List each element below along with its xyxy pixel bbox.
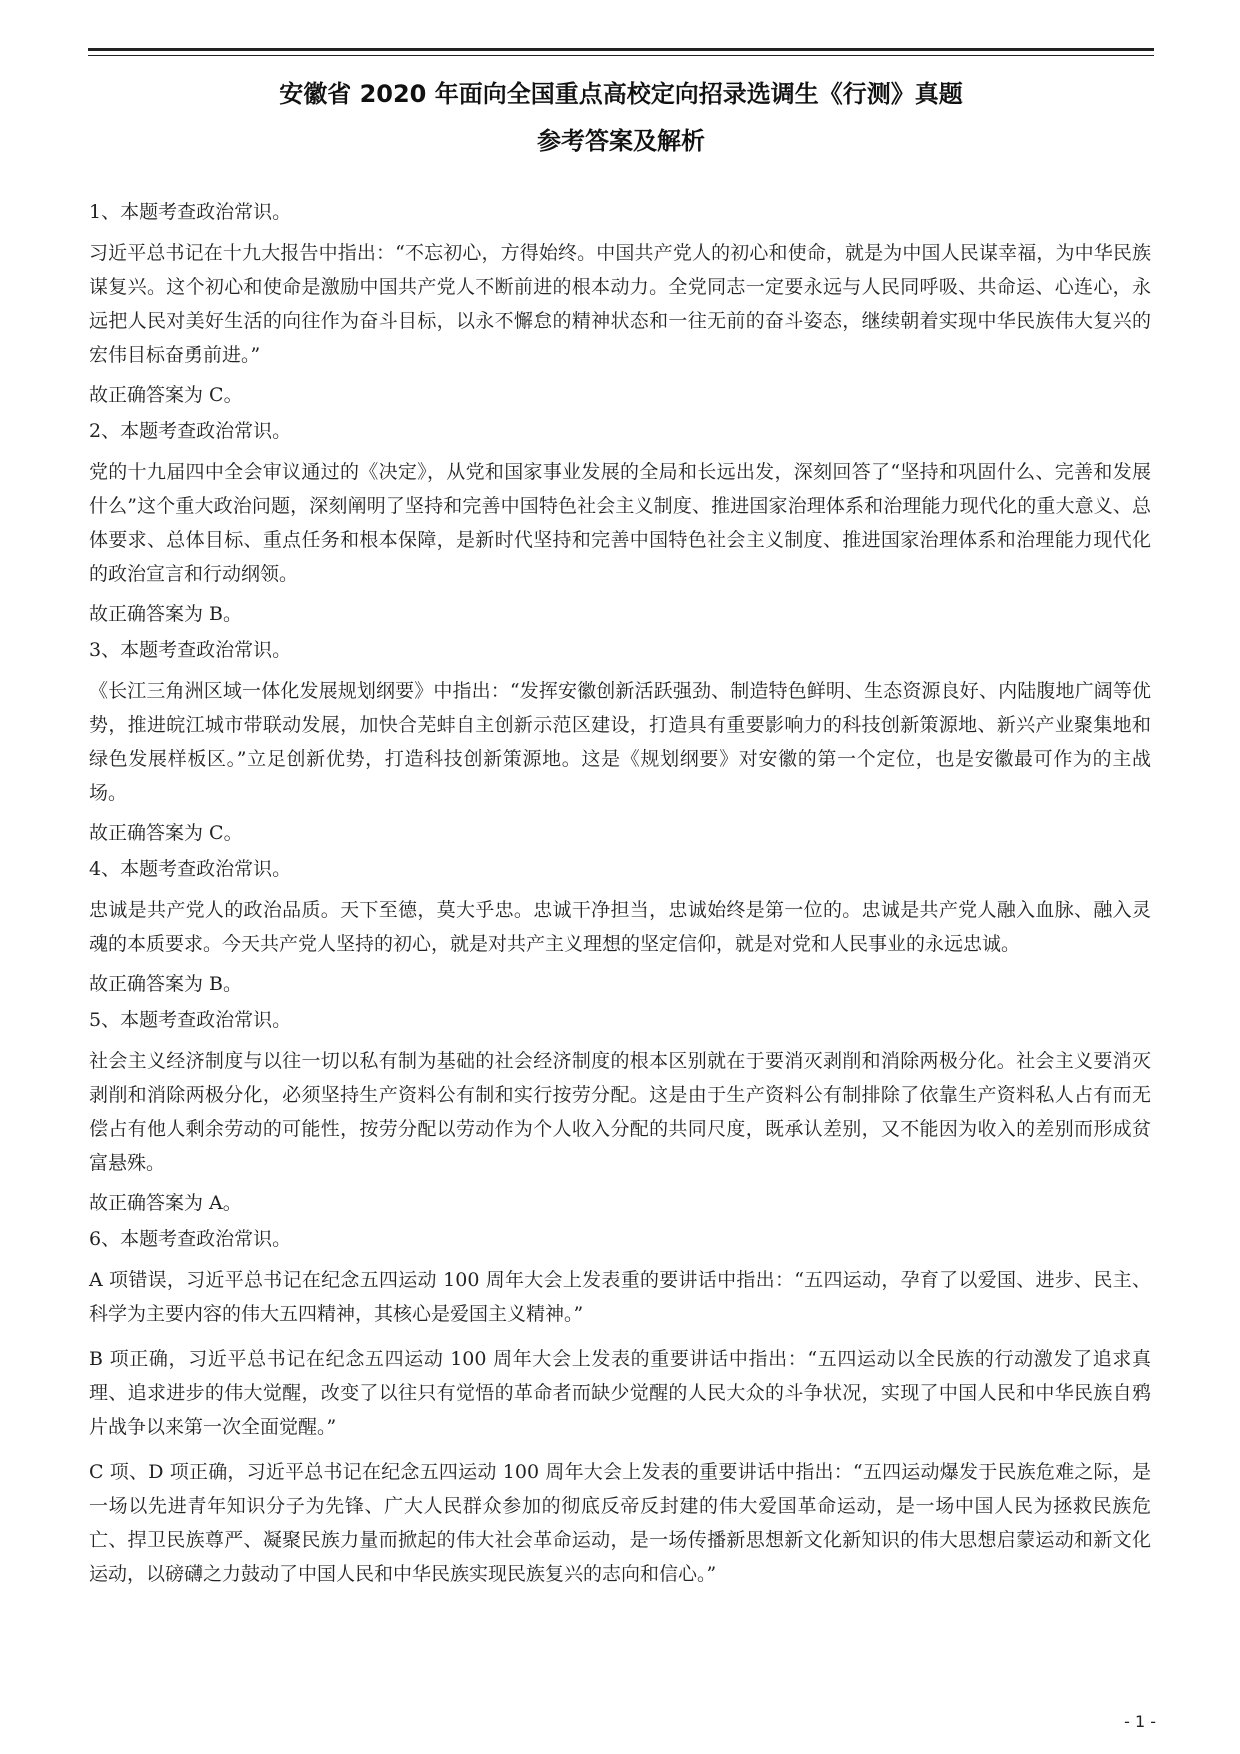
page-number: - 1 - xyxy=(1124,1712,1156,1731)
document-subtitle: 参考答案及解析 xyxy=(537,127,705,155)
explanation-paragraph: 《长江三角洲区域一体化发展规划纲要》中指出：“发挥安徽创新活跃强劲、制造特色鲜明、生态资源良好、内陆腹地广阔等优势，推进皖江城市带联动发展，加快合芜蚌自主创新示范区建设，打造具有重要影响力的科技创新策源地、新兴产业聚集地和绿色发展样板区。”立足创新优势，打造科技创新策源地。这是《规划纲要》对安徽的第一个定位，也是安徽最可作为的主战场。 xyxy=(89,680,1151,804)
explanation-paragraph: 社会主义经济制度与以往一切以私有制为基础的社会经济制度的根本区别就在于要消灭剥削和消除两极分化。社会主义要消灭剥削和消除两极分化，必须坚持生产资料公有制和实行按劳分配。这是由于生产资料公有制排除了依靠生产资料私人占有而无偿占有他人剩余劳动的可能性，按劳分配以劳动作为个人收入分配的共同尺度，既承认差别，又不能因为收入的差别而形成贫富悬殊。 xyxy=(89,1050,1151,1174)
question-heading: 5、本题考查政治常识。 xyxy=(89,1009,292,1031)
document-body xyxy=(89,200,1151,1602)
answer-line: 故正确答案为 B。 xyxy=(89,973,243,995)
top-rule-thick xyxy=(88,48,1154,51)
question-heading: 6、本题考查政治常识。 xyxy=(89,1228,292,1250)
question-heading: 1、本题考查政治常识。 xyxy=(89,201,292,223)
answer-line: 故正确答案为 C。 xyxy=(89,384,243,406)
answer-line: 故正确答案为 B。 xyxy=(89,603,243,625)
option-cd-explanation: C 项、D 项正确，习近平总书记在纪念五四运动 100 周年大会上发表的重要讲话中指出：“五四运动爆发于民族危难之际，是一场以先进青年知识分子为先锋、广大人民群众参加的彻底反帝反封建的伟大爱国革命运动，是一场中国人民为拯救民族危亡、捍卫民族尊严、凝聚民族力量而掀起的伟大社会革命运动，是一场传播新思想新文化新知识的伟大思想启蒙运动和新文化运动，以磅礴之力鼓动了中国人民和中华民族实现民族复兴的志向和信心。” xyxy=(89,1461,1151,1585)
explanation-paragraph: 习近平总书记在十九大报告中指出：“不忘初心，方得始终。中国共产党人的初心和使命，就是为中国人民谋幸福，为中华民族谋复兴。这个初心和使命是激励中国共产党人不断前进的根本动力。全党同志一定要永远与人民同呼吸、共命运、心连心，永远把人民对美好生活的向往作为奋斗目标，以永不懈怠的精神状态和一往无前的奋斗姿态，继续朝着实现中华民族伟大复兴的宏伟目标奋勇前进。” xyxy=(89,242,1151,366)
document-title: 安徽省 2020 年面向全国重点高校定向招录选调生《行测》真题 xyxy=(279,80,963,108)
question-heading: 3、本题考查政治常识。 xyxy=(89,639,292,661)
option-b-explanation: B 项正确，习近平总书记在纪念五四运动 100 周年大会上发表的重要讲话中指出：“五四运动以全民族的行动激发了追求真理、追求进步的伟大觉醒，改变了以往只有觉悟的革命者而缺少觉醒的人民大众的斗争状况，实现了中国人民和中华民族自鸦片战争以来第一次全面觉醒。” xyxy=(89,1348,1151,1438)
explanation-paragraph: 党的十九届四中全会审议通过的《决定》，从党和国家事业发展的全局和长远出发，深刻回答了“坚持和巩固什么、完善和发展什么”这个重大政治问题，深刻阐明了坚持和完善中国特色社会主义制度、推进国家治理体系和治理能力现代化的重大意义、总体要求、总体目标、重点任务和根本保障，是新时代坚持和完善中国特色社会主义制度、推进国家治理体系和治理能力现代化的政治宣言和行动纲领。 xyxy=(89,461,1151,585)
question-heading: 4、本题考查政治常识。 xyxy=(89,858,292,880)
question-heading: 2、本题考查政治常识。 xyxy=(89,420,292,442)
answer-line: 故正确答案为 A。 xyxy=(89,1192,242,1214)
top-rule-thin xyxy=(88,55,1154,56)
explanation-paragraph: 忠诚是共产党人的政治品质。天下至德，莫大乎忠。忠诚干净担当，忠诚始终是第一位的。忠诚是共产党人融入血脉、融入灵魂的本质要求。今天共产党人坚持的初心，就是对共产主义理想的坚定信仰，就是对党和人民事业的永远忠诚。 xyxy=(89,899,1151,955)
answer-line: 故正确答案为 C。 xyxy=(89,822,243,844)
option-a-explanation: A 项错误，习近平总书记在纪念五四运动 100 周年大会上发表重的要讲话中指出：“五四运动，孕育了以爱国、进步、民主、科学为主要内容的伟大五四精神，其核心是爱国主义精神。” xyxy=(89,1269,1151,1325)
